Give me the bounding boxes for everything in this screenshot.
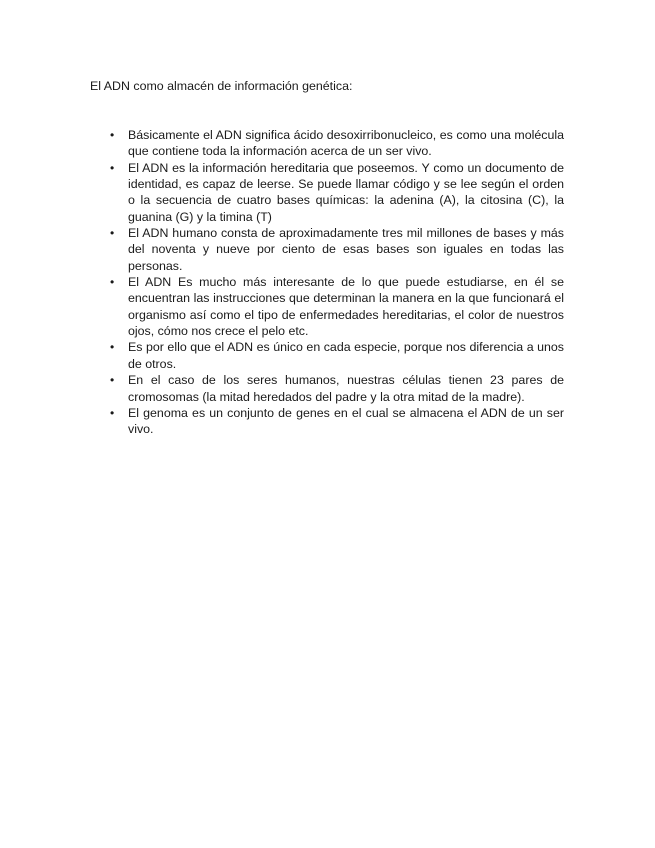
list-item <box>110 127 564 160</box>
bullet-icon: • <box>110 226 115 241</box>
list-item <box>110 160 564 225</box>
list-item <box>110 225 564 274</box>
bullet-icon: • <box>110 340 115 355</box>
bullet-list <box>110 127 564 438</box>
list-item-text: En el caso de los seres humanos, nuestras células tienen 23 pares de cromosomas (la mitad heredados del padre y la otra mitad de la madre). <box>128 373 564 404</box>
bullet-icon: • <box>110 160 115 175</box>
bullet-icon: • <box>110 373 115 388</box>
bullet-icon: • <box>110 128 115 142</box>
list-item <box>110 372 564 405</box>
list-item-text: El ADN es la información hereditaria que poseemos. Y como un documento de identidad, es capaz de leerse. Se puede llamar código y se lee según el orden o la secuencia de cuatro bases químicas: la adenina (A), la citosina (C), la guanina (G) y la timina (T) <box>128 160 564 224</box>
list-item-text: Básicamente el ADN significa ácido desoxirribonucleico, es como una molécula que contiene toda la información acerca de un ser vivo. <box>128 128 564 159</box>
list-item <box>110 405 564 438</box>
list-item-text: El ADN Es mucho más interesante de lo que puede estudiarse, en él se encuentran las instrucciones que determinan la manera en la que funcionará el organismo así como el tipo de enfermedades hereditarias, el color de nuestros ojos, cómo nos crece el pelo etc. <box>128 275 564 339</box>
bullet-icon: • <box>110 405 115 420</box>
bullet-icon: • <box>110 275 115 290</box>
list-item-text: El ADN humano consta de aproximadamente tres mil millones de bases y más del noventa y nueve por ciento de esas bases son iguales en todas las personas. <box>128 226 564 273</box>
list-item-text: Es por ello que el ADN es único en cada especie, porque nos diferencia a unos de otros. <box>128 340 564 371</box>
document-heading: El ADN como almacén de información genética: <box>90 79 353 93</box>
list-item <box>110 339 564 372</box>
list-item <box>110 274 564 339</box>
list-item-text: El genoma es un conjunto de genes en el cual se almacena el ADN de un ser vivo. <box>128 405 564 437</box>
